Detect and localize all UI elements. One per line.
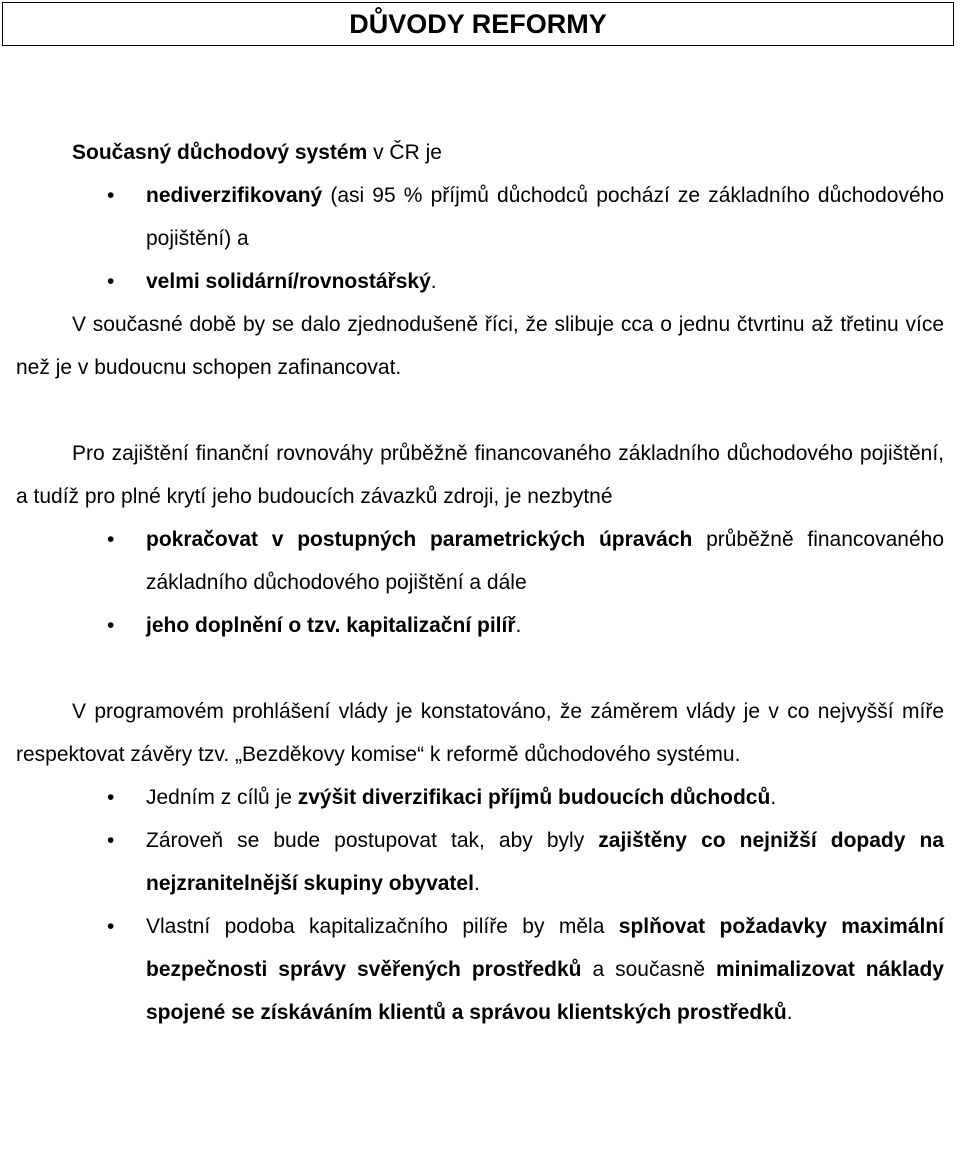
section3-para: V programovém prohlášení vlády je konstatováno, že záměrem vlády je v co nejvyšší míře respektovat závěry tzv. „Bezděkovy komise“ k reformě důchodového systému. — [16, 700, 944, 766]
list-item — [16, 604, 944, 647]
list-item-text: . — [770, 786, 777, 809]
bullet-icon: • — [107, 829, 115, 852]
section1-para: V současné době by se dalo zjednodušeně říci, že slibuje cca o jednu čtvrtinu až třetinu více než je v budoucnu schopen zafinancovat. — [16, 313, 944, 379]
list-item-text: průběžně financovaného základního důchodového pojištění a dále — [146, 528, 944, 594]
section2-para: Pro zajištění finanční rovnováhy průběžně financovaného základního důchodového pojištění, a tudíž pro plné krytí jeho budoucích závazků zdroji, je nezbytné — [16, 442, 944, 508]
list-item-bold: splňovat požadavky maximální bezpečnosti správy svěřených prostředků — [146, 915, 945, 981]
section1-intro — [16, 131, 944, 174]
list-item-text: . — [473, 872, 480, 895]
intro-bold: Současný důchodový systém — [72, 141, 368, 164]
section2-list — [16, 518, 944, 647]
list-item — [16, 518, 944, 604]
list-item-text: Zároveň se bude postupovat tak, aby byly — [146, 829, 599, 852]
list-item-bold: pokračovat v postupných parametrických úpravách — [146, 528, 693, 551]
list-item-text: . — [430, 270, 437, 293]
list-item-bold: minimalizovat náklady spojené se získáváním klientů a správou klientských prostředků — [146, 958, 944, 1024]
list-item-bold: zajištěny co nejnižší dopady na nejzranitelnější skupiny obyvatel — [146, 829, 944, 895]
list-item — [16, 819, 944, 905]
list-item-text: a současně — [581, 958, 716, 981]
bullet-icon: • — [107, 184, 115, 207]
spacer — [16, 389, 944, 432]
list-item-bold: zvýšit diverzifikaci příjmů budoucích důchodců — [297, 786, 771, 809]
list-item — [16, 260, 944, 303]
list-item — [16, 174, 944, 260]
list-item — [16, 905, 944, 1034]
bullet-icon: • — [107, 614, 115, 637]
section1-list — [16, 174, 944, 303]
page-title: DŮVODY REFORMY — [2, 2, 954, 46]
document-body — [16, 131, 944, 1034]
bullet-icon: • — [107, 270, 115, 293]
list-item-text: Jedním z cílů je — [146, 786, 298, 809]
section3-list — [16, 776, 944, 1034]
list-item-text: (asi 95 % příjmů důchodců pochází ze základního důchodového pojištění) a — [146, 184, 944, 250]
list-item-text: . — [515, 614, 522, 637]
bullet-icon: • — [107, 786, 115, 809]
bullet-icon: • — [107, 528, 115, 551]
list-item-text: . — [786, 1001, 793, 1024]
list-item-bold: velmi solidární/rovnostářský — [146, 270, 431, 293]
list-item-text: Vlastní podoba kapitalizačního pilíře by měla — [146, 915, 619, 938]
spacer — [16, 647, 944, 690]
list-item-bold: jeho doplnění o tzv. kapitalizační pilíř — [146, 614, 516, 637]
bullet-icon: • — [107, 915, 115, 938]
list-item-bold: nediverzifikovaný — [146, 184, 323, 207]
intro-rest: v ČR je — [367, 141, 442, 164]
list-item — [16, 776, 944, 819]
